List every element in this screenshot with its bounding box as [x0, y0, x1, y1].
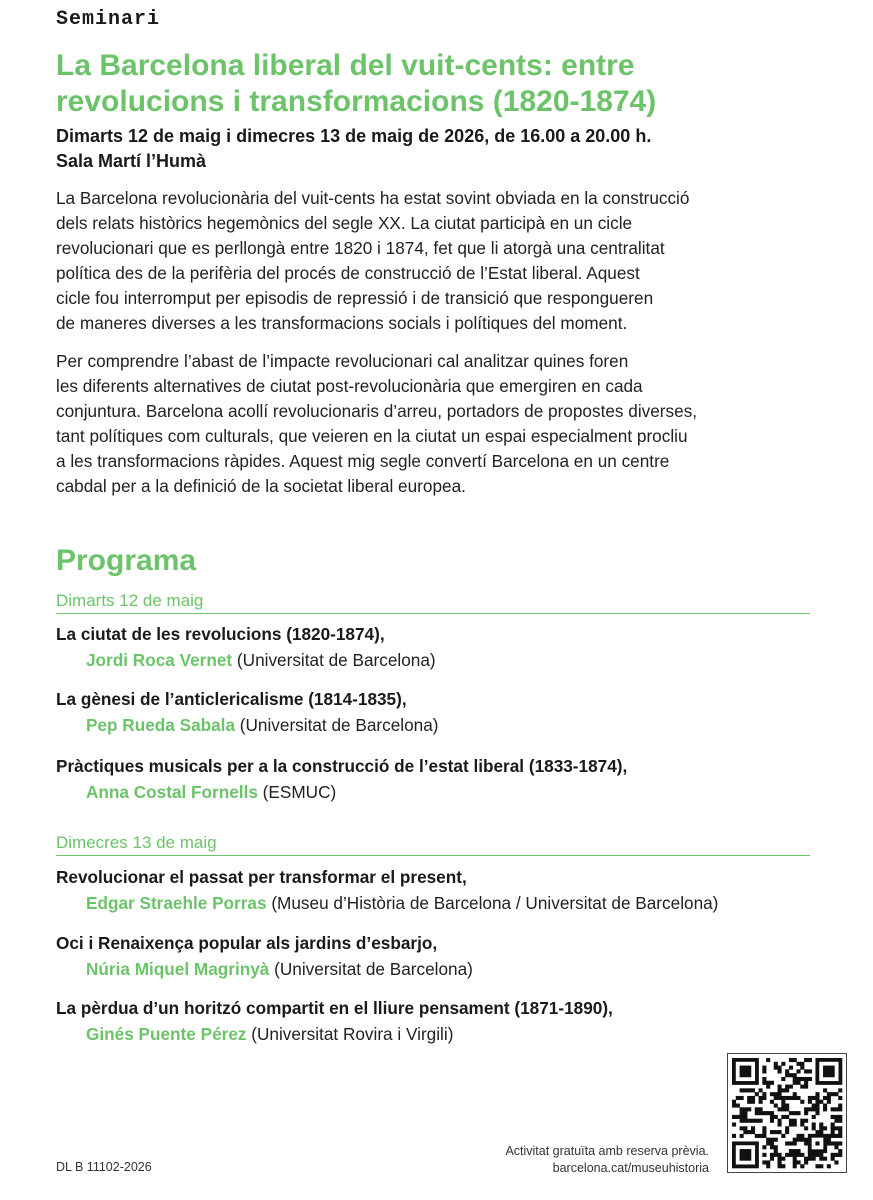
talk-title: Revolucionar el passat per transformar el present, [56, 867, 467, 887]
talk-title: Oci i Renaixença popular als jardins d’esbarjo, [56, 933, 438, 953]
program-item [56, 621, 826, 673]
speaker-affiliation: (ESMUC) [257, 782, 337, 802]
speaker-name: Jordi Roca Vernet [86, 650, 233, 670]
speaker-affiliation: (Universitat de Barcelona) [269, 959, 473, 979]
speaker-name: Ginés Puente Pérez [86, 1024, 247, 1044]
event-dates-block [56, 124, 651, 174]
speaker-affiliation: (Universitat de Barcelona) [232, 650, 436, 670]
event-type-label: Seminari [56, 8, 161, 31]
speaker-name: Núria Miquel Magrinyà [86, 959, 270, 979]
program-item [56, 995, 826, 1047]
speaker-affiliation: (Universitat de Barcelona) [235, 715, 439, 735]
intro-paragraph-1: La Barcelona revolucionària del vuit-cents ha estat sovint obviada en la construcció dels relats històrics hegemònics del segle XX. La ciutat participà en un cicle revolucionari que es perllongà entre 1820 i 1874, fet que li atorgà una centralitat política des de la perifèria del procés de construcció de l’Estat liberal. Aquest cicle fou interromput per episodis de repressió i de transició que respongueren de maneres diverses a les transformacions socials i polítiques del moment. [56, 188, 690, 333]
speaker-affiliation: (Museu d’Història de Barcelona / Universitat de Barcelona) [266, 893, 719, 913]
website-link[interactable]: barcelona.cat/museuhistoria [552, 1161, 709, 1175]
program-item [56, 930, 826, 982]
program-item [56, 753, 826, 805]
speaker-name: Pep Rueda Sabala [86, 715, 236, 735]
title-line-1: La Barcelona liberal del vuit-cents: entre [56, 49, 635, 82]
talk-title: La gènesi de l’anticlericalisme (1814-1835), [56, 689, 407, 709]
program-item [56, 686, 826, 738]
day-1-heading: Dimarts 12 de maig [56, 590, 810, 614]
talk-title: La ciutat de les revolucions (1820-1874), [56, 624, 385, 644]
intro-paragraph-2: Per comprendre l’abast de l’impacte revolucionari cal analitzar quines foren les diferents alternatives de ciutat post-revolucionària que emergiren en cada conjuntura. Barcelona acollí revolucionaris d’arreu, portadors de propostes diverses, tant polítiques com culturals, que veieren en la ciutat un espai especialment procliu a les transformacions ràpides. Aquest mig segle convertí Barcelona en un centre cabdal per a la definició de la societat liberal europea. [56, 351, 698, 496]
speaker-name: Edgar Straehle Porras [86, 893, 267, 913]
legal-deposit: DL B 11102-2026 [56, 1160, 152, 1174]
qr-code-graphic [728, 1054, 846, 1172]
program-heading: Programa [56, 544, 197, 577]
talk-title: La pèrdua d’un horitzó compartit en el lliure pensament (1871-1890), [56, 998, 613, 1018]
reservation-note: Activitat gratuïta amb reserva prèvia. [505, 1144, 709, 1158]
footer-info [505, 1143, 709, 1177]
day-2-heading: Dimecres 13 de maig [56, 832, 810, 856]
title-line-2: revolucions i transformacions (1820-1874) [56, 85, 657, 118]
event-venue: Sala Martí l’Humà [56, 151, 207, 171]
program-item [56, 864, 826, 916]
speaker-affiliation: (Universitat Rovira i Virgili) [246, 1024, 454, 1044]
intro-text [56, 186, 816, 512]
speaker-name: Anna Costal Fornells [86, 782, 258, 802]
talk-title: Pràctiques musicals per a la construcció de l’estat liberal (1833-1874), [56, 756, 628, 776]
qr-code-icon[interactable] [727, 1053, 847, 1173]
event-dates: Dimarts 12 de maig i dimecres 13 de maig de 2026, de 16.00 a 20.00 h. [56, 126, 652, 146]
page-title [56, 48, 816, 120]
